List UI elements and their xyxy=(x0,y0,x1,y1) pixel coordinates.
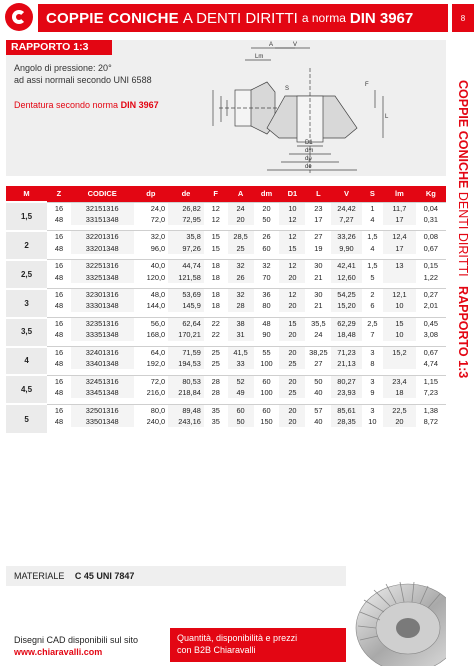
table-cell: 16 xyxy=(47,231,71,243)
table-cell: 17 xyxy=(383,214,415,225)
website-link[interactable]: www.chiaravalli.com xyxy=(14,647,103,657)
table-cell: 12 xyxy=(211,214,220,224)
table-cell: 4,74 xyxy=(423,359,439,369)
table-cell: 50 xyxy=(305,375,331,387)
table-cell: 40 xyxy=(314,417,323,427)
table-cell: 20 xyxy=(279,272,305,283)
table-cell: 48 xyxy=(254,318,280,330)
table-cell: 32 xyxy=(228,260,254,272)
table-cell: 10 xyxy=(279,202,305,214)
table-cell: 54,25 xyxy=(331,289,361,301)
table-cell: 48 xyxy=(54,359,64,369)
table-cell: 38 xyxy=(228,318,254,330)
table-cell: 6 xyxy=(370,301,375,311)
table-cell: 33,26 xyxy=(331,231,361,243)
table-cell: 50 xyxy=(228,416,254,427)
table-cell: 18 xyxy=(383,387,415,398)
table-cell: 48 xyxy=(54,272,64,282)
table-cell: 24,0 xyxy=(134,202,169,214)
table-body xyxy=(6,202,446,433)
table-cell: 16 xyxy=(47,375,71,387)
table-cell: 48 xyxy=(54,243,64,253)
cad-line: Disegni CAD disponibili sul sito xyxy=(14,635,139,645)
rapporto-label: RAPPORTO 1:3 xyxy=(6,40,112,55)
table-row xyxy=(6,329,446,340)
table-cell: 15 xyxy=(211,243,220,253)
table-cell: 32151316 xyxy=(71,202,134,214)
table-cell: 41,5 xyxy=(228,347,254,359)
table-cell: 16 xyxy=(47,404,71,416)
col-header: D1 xyxy=(279,186,305,202)
table-cell: 150 xyxy=(260,417,273,427)
table-cell: 89,48 xyxy=(168,404,204,416)
table-row xyxy=(6,272,446,283)
table-cell: 49 xyxy=(228,387,254,398)
table-cell: 20 xyxy=(279,347,305,359)
table-cell: 16 xyxy=(47,289,71,301)
table-cell: 32251316 xyxy=(71,260,134,272)
drawing-label-lm: Lm xyxy=(255,54,264,60)
table-cell: 33401348 xyxy=(71,358,134,369)
b2b-line-1: Quantità, disponibilità e prezzi xyxy=(177,633,298,643)
table-row xyxy=(6,300,446,311)
table-cell: 0,27 xyxy=(416,289,446,301)
table-cell: 18,48 xyxy=(331,329,361,340)
pressure-angle-info xyxy=(14,62,152,86)
table-cell: 12,1 xyxy=(383,289,415,301)
table-cell: 10 xyxy=(383,329,415,340)
table-cell: 1,22 xyxy=(423,272,439,282)
table-row xyxy=(6,318,446,330)
table-cell: 71,23 xyxy=(331,347,361,359)
table-cell: 97,26 xyxy=(168,243,204,254)
page-number: 8 xyxy=(452,4,474,32)
table-cell: 62,29 xyxy=(331,318,361,330)
table-cell: 72,0 xyxy=(150,214,166,224)
table-cell: 71,59 xyxy=(168,347,204,359)
table-cell: 38,25 xyxy=(305,347,331,359)
table-cell: 20 xyxy=(383,416,415,427)
title-norma: a norma xyxy=(301,11,346,25)
table-cell: 7,27 xyxy=(331,214,361,225)
table-cell: 18 xyxy=(211,272,220,282)
table-cell: 48 xyxy=(54,388,64,398)
table-cell: 0,67 xyxy=(423,243,439,253)
table-cell: 20 xyxy=(254,202,280,214)
drawing-label-a: A xyxy=(269,42,274,48)
table-cell: 28,5 xyxy=(228,231,254,243)
table-cell: 0,15 xyxy=(416,260,446,272)
table-cell: 35 xyxy=(204,404,228,416)
table-cell: 80,27 xyxy=(331,375,361,387)
table-cell: 21,13 xyxy=(331,358,361,369)
table-cell: 23 xyxy=(305,202,331,214)
material-value: C 45 UNI 7847 xyxy=(74,571,135,581)
table-cell: 31 xyxy=(228,329,254,340)
table-cell: 25 xyxy=(279,387,305,398)
table-cell: 60 xyxy=(228,404,254,416)
table-row xyxy=(6,243,446,254)
table-cell: 72,0 xyxy=(134,375,169,387)
drawing-label-dp: dp xyxy=(305,156,312,162)
table-cell: 80,53 xyxy=(168,375,204,387)
table-cell: 1,38 xyxy=(416,404,446,416)
table-cell: 120,0 xyxy=(146,272,166,282)
col-header: M xyxy=(6,186,47,202)
table-cell: 100 xyxy=(260,359,273,369)
table-cell: 28 xyxy=(204,375,228,387)
table-cell: 32301316 xyxy=(71,289,134,301)
table-cell: 32201316 xyxy=(71,231,134,243)
module-cell: 4 xyxy=(6,347,47,376)
table-cell: 48,0 xyxy=(134,289,169,301)
table-cell: 28 xyxy=(211,388,220,398)
table-cell: 0,45 xyxy=(416,318,446,330)
table-cell: 170,21 xyxy=(168,329,204,340)
table-cell: 26 xyxy=(254,231,280,243)
table-cell: 18 xyxy=(211,301,220,311)
material-label: MATERIALE xyxy=(14,571,65,581)
col-header: Kg xyxy=(416,186,446,202)
table-cell: 20 xyxy=(279,404,305,416)
table-cell: 19 xyxy=(314,243,323,253)
table-row xyxy=(6,416,446,427)
table-cell: 216,0 xyxy=(146,388,166,398)
table-cell: 8,72 xyxy=(423,417,439,427)
table-row xyxy=(6,231,446,243)
module-cell: 3,5 xyxy=(6,318,47,347)
side-vertical-title xyxy=(450,40,474,670)
table-cell: 28 xyxy=(228,300,254,311)
table-cell: 3 xyxy=(362,375,384,387)
table-header-row xyxy=(6,186,446,202)
table-cell: 10 xyxy=(383,300,415,311)
table-cell: 25 xyxy=(204,347,228,359)
table-cell: 12 xyxy=(279,231,305,243)
table-cell xyxy=(383,272,415,283)
col-header: CODICE xyxy=(71,186,134,202)
table-cell: 20 xyxy=(228,214,254,225)
table-cell: 42,41 xyxy=(331,260,361,272)
table-cell: 144,0 xyxy=(146,301,166,311)
table-cell: 48 xyxy=(54,214,64,224)
table-cell: 80 xyxy=(262,301,271,311)
table-cell: 21 xyxy=(314,272,323,282)
table-cell: 16 xyxy=(47,260,71,272)
table-cell: 1 xyxy=(362,202,384,214)
group-spacer xyxy=(6,427,446,433)
table-cell: 15 xyxy=(279,243,305,254)
table-cell: 20 xyxy=(279,300,305,311)
page-header xyxy=(0,0,474,34)
table-cell: 0,08 xyxy=(416,231,446,243)
table-cell: 168,0 xyxy=(146,330,166,340)
table-cell: 40,0 xyxy=(134,260,169,272)
table-cell: 1,15 xyxy=(416,375,446,387)
table-cell: 35,8 xyxy=(168,231,204,243)
module-cell: 2,5 xyxy=(6,260,47,289)
drawing-label-v: V xyxy=(293,42,298,48)
table-cell: 22,5 xyxy=(383,404,415,416)
table-cell: 2 xyxy=(362,289,384,301)
table-cell: 9,90 xyxy=(331,243,361,254)
table-cell: 2,5 xyxy=(362,318,384,330)
table-row xyxy=(6,375,446,387)
table-cell: 56,0 xyxy=(134,318,169,330)
table-cell: 52 xyxy=(228,375,254,387)
drawing-label-dm: dm xyxy=(305,148,314,154)
table-cell: 15 xyxy=(279,318,305,330)
col-header: V xyxy=(331,186,361,202)
title-standard: DIN 3967 xyxy=(349,9,414,27)
table-cell: 18 xyxy=(204,289,228,301)
module-cell: 5 xyxy=(6,404,47,433)
table-cell: 15 xyxy=(204,231,228,243)
side-title-2: DENTI DIRITTI xyxy=(456,191,470,277)
table-cell: 1,5 xyxy=(362,260,384,272)
module-cell: 2 xyxy=(6,231,47,260)
table-row xyxy=(6,387,446,398)
table-cell: 10 xyxy=(368,417,377,427)
table-row xyxy=(6,260,446,272)
table-cell: 24,42 xyxy=(331,202,361,214)
table-cell: 26,82 xyxy=(168,202,204,214)
col-header: dp xyxy=(134,186,169,202)
table-cell: 96,0 xyxy=(150,243,166,253)
table-cell: 50 xyxy=(262,214,271,224)
table-cell: 30 xyxy=(305,289,331,301)
side-title-1: COPPIE CONICHE xyxy=(456,80,470,189)
table-cell: 35 xyxy=(211,417,220,427)
table-cell: 25 xyxy=(279,358,305,369)
table-cell: 55 xyxy=(254,347,280,359)
table-cell: 85,61 xyxy=(331,404,361,416)
table-cell: 33301348 xyxy=(71,300,134,311)
table-cell: 15,20 xyxy=(331,300,361,311)
table-cell: 60 xyxy=(254,404,280,416)
table-cell: 20 xyxy=(279,329,305,340)
table-cell: 32351316 xyxy=(71,318,134,330)
drawing-label-s: S xyxy=(285,86,290,92)
table-cell: 192,0 xyxy=(146,359,166,369)
table-cell: 12 xyxy=(204,202,228,214)
b2b-banner[interactable] xyxy=(170,628,346,662)
table-cell: 12 xyxy=(279,289,305,301)
table-cell: 60 xyxy=(254,375,280,387)
dentatura-text: Dentatura secondo norma xyxy=(14,100,119,110)
drawing-label-f: F xyxy=(365,82,369,88)
col-header: A xyxy=(228,186,254,202)
col-header: de xyxy=(168,186,204,202)
table-cell: 22 xyxy=(211,330,220,340)
chiaravalli-logo xyxy=(5,3,33,31)
table-cell: 218,84 xyxy=(168,387,204,398)
gear-technical-drawing xyxy=(205,38,445,176)
table-cell: 2,01 xyxy=(423,301,439,311)
table-cell: 48 xyxy=(54,417,64,427)
table-cell: 24 xyxy=(228,202,254,214)
table-cell: 32401316 xyxy=(71,347,134,359)
table-row xyxy=(6,214,446,225)
table-cell: 3,08 xyxy=(423,330,439,340)
table-cell: 33451348 xyxy=(71,387,134,398)
table-cell: 16 xyxy=(47,347,71,359)
table-cell: 28,35 xyxy=(331,416,361,427)
dentatura-standard: DIN 3967 xyxy=(120,100,159,110)
table-cell: 27 xyxy=(314,359,323,369)
table-cell: 35,5 xyxy=(305,318,331,330)
table-cell: 121,58 xyxy=(168,272,204,283)
table-cell: 8 xyxy=(370,359,375,369)
table-cell: 33151348 xyxy=(71,214,134,225)
table-cell: 1,5 xyxy=(362,231,384,243)
table-cell: 32 xyxy=(228,289,254,301)
table-cell: 18 xyxy=(204,260,228,272)
table-cell: 26 xyxy=(228,272,254,283)
table-cell: 12 xyxy=(279,214,305,225)
table-cell: 0,67 xyxy=(416,347,446,359)
table-cell: 62,64 xyxy=(168,318,204,330)
module-cell: 1,5 xyxy=(6,202,47,231)
table-cell: 20 xyxy=(279,416,305,427)
col-header: S xyxy=(362,186,384,202)
table-row xyxy=(6,202,446,214)
table-cell: 194,53 xyxy=(168,358,204,369)
table-cell: 48 xyxy=(54,330,64,340)
gear-specs-table xyxy=(6,186,446,433)
table-cell: 80,0 xyxy=(134,404,169,416)
table-cell: 57 xyxy=(305,404,331,416)
table-row xyxy=(6,358,446,369)
table-cell: 13 xyxy=(383,260,415,272)
table-cell: 48 xyxy=(54,301,64,311)
table-cell: 5 xyxy=(370,272,375,282)
table-cell: 17 xyxy=(314,214,323,224)
table-cell: 3 xyxy=(362,347,384,359)
table-cell: 33201348 xyxy=(71,243,134,254)
table-cell: 24 xyxy=(314,330,323,340)
table-cell: 25 xyxy=(211,359,220,369)
table-cell: 60 xyxy=(262,243,271,253)
table-cell: 32451316 xyxy=(71,375,134,387)
cad-info xyxy=(14,634,138,658)
drawing-label-l: L xyxy=(385,114,389,120)
table-cell: 12,4 xyxy=(383,231,415,243)
col-header: dm xyxy=(254,186,280,202)
axes-norm-line: ad assi normali secondo UNI 6588 xyxy=(14,75,152,85)
table-cell: 27 xyxy=(305,231,331,243)
table-cell: 30 xyxy=(305,260,331,272)
table-cell: 25 xyxy=(228,243,254,254)
table-cell: 21 xyxy=(314,301,323,311)
table-cell: 64,0 xyxy=(134,347,169,359)
table-cell: 243,16 xyxy=(168,416,204,427)
table-cell: 32,0 xyxy=(134,231,169,243)
col-header: L xyxy=(305,186,331,202)
table-row xyxy=(6,289,446,301)
table-cell: 44,74 xyxy=(168,260,204,272)
pressure-angle-line: Angolo di pressione: 20° xyxy=(14,63,112,73)
table-cell: 53,69 xyxy=(168,289,204,301)
table-cell: 16 xyxy=(47,318,71,330)
bevel-gear-photo xyxy=(346,566,446,666)
table-cell: 16 xyxy=(47,202,71,214)
table-cell: 20 xyxy=(279,375,305,387)
table-cell: 33351348 xyxy=(71,329,134,340)
table-cell: 0,04 xyxy=(416,202,446,214)
table-cell: 0,31 xyxy=(423,214,439,224)
table-cell: 12,60 xyxy=(331,272,361,283)
table-cell: 32501316 xyxy=(71,404,134,416)
module-cell: 4,5 xyxy=(6,375,47,404)
table-cell: 23,93 xyxy=(331,387,361,398)
table-cell: 70 xyxy=(262,272,271,282)
drawing-label-d1: D1 xyxy=(305,140,313,146)
table-cell: 15 xyxy=(383,318,415,330)
table-cell: 11,7 xyxy=(383,202,415,214)
table-cell: 33 xyxy=(228,358,254,369)
table-cell: 72,95 xyxy=(168,214,204,225)
table-cell: 23,4 xyxy=(383,375,415,387)
title-main: COPPIE CONICHE xyxy=(46,9,179,27)
table-cell: 4 xyxy=(370,214,375,224)
col-header: Z xyxy=(47,186,71,202)
table-cell: 12 xyxy=(279,260,305,272)
table-cell: 145,9 xyxy=(168,300,204,311)
table-cell: 4 xyxy=(370,243,375,253)
table-cell: 90 xyxy=(262,330,271,340)
table-cell: 32 xyxy=(254,260,280,272)
col-header: F xyxy=(204,186,228,202)
title-sub: A DENTI DIRITTI xyxy=(182,9,298,27)
col-header: lm xyxy=(383,186,415,202)
table-cell: 3 xyxy=(362,404,384,416)
table-cell: 100 xyxy=(260,388,273,398)
table-cell xyxy=(383,358,415,369)
side-title-3: RAPPORTO 1:3 xyxy=(456,286,470,379)
table-cell: 7,23 xyxy=(423,388,439,398)
table-cell: 240,0 xyxy=(146,417,166,427)
table-cell: 9 xyxy=(370,388,375,398)
table-row xyxy=(6,404,446,416)
b2b-line-2: con B2B Chiaravalli xyxy=(177,645,256,655)
table-cell: 17 xyxy=(383,243,415,254)
table-cell: 40 xyxy=(314,388,323,398)
table-cell: 22 xyxy=(204,318,228,330)
table-cell: 33251348 xyxy=(71,272,134,283)
table-cell: 7 xyxy=(370,330,375,340)
table-row xyxy=(6,347,446,359)
table-cell: 36 xyxy=(254,289,280,301)
title-bar xyxy=(38,4,448,32)
drawing-label-de: de xyxy=(305,164,312,170)
module-cell: 3 xyxy=(6,289,47,318)
table-cell: 15,2 xyxy=(383,347,415,359)
dentatura-info xyxy=(14,100,159,110)
material-box xyxy=(6,566,346,586)
table-cell: 33501348 xyxy=(71,416,134,427)
